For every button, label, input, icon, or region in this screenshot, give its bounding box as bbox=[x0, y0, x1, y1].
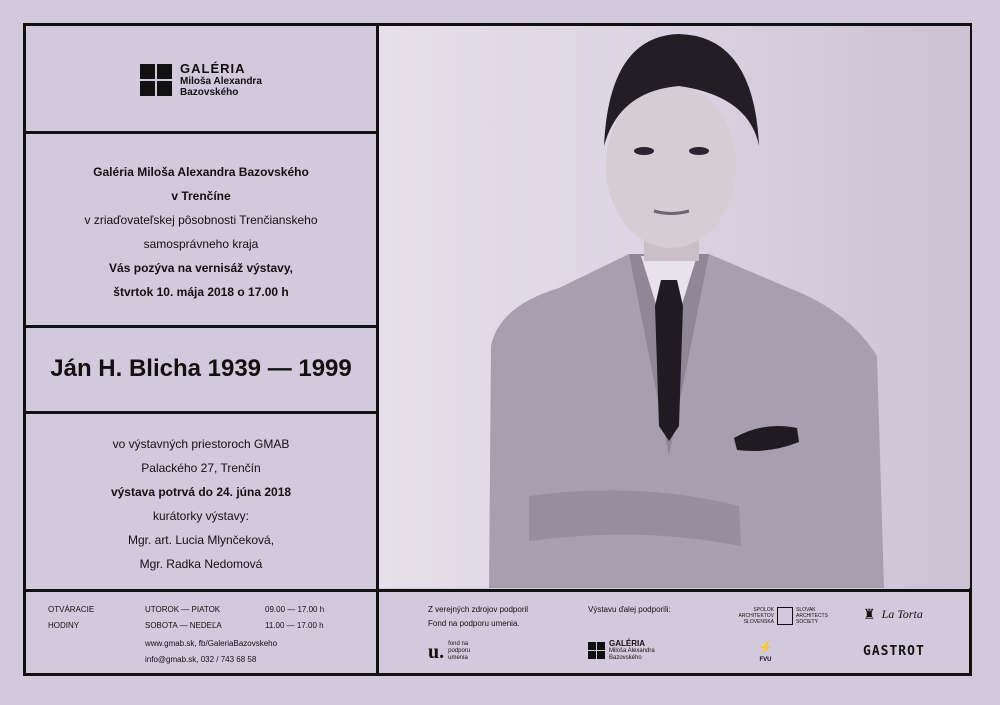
gallery-logo bbox=[140, 62, 262, 98]
fpu-logo-icon: u. bbox=[428, 640, 445, 663]
details-line6: Mgr. Radka Nedomová bbox=[139, 557, 263, 571]
invitation-line4: samosprávneho kraja bbox=[143, 237, 259, 251]
sponsors-panel bbox=[428, 603, 968, 673]
logo-title: GALÉRIA bbox=[180, 61, 246, 76]
gastro-logo: GASTROT bbox=[863, 644, 925, 659]
divider-h3 bbox=[23, 411, 379, 414]
hours-label2: HODINY bbox=[48, 621, 80, 630]
invitation-line3: v zriaďovateľskej pôsobnosti Trenčianskeho bbox=[84, 213, 318, 227]
invitation-line1: Galéria Miloša Alexandra Bazovského bbox=[93, 165, 309, 179]
gmab-logo-icon bbox=[140, 64, 172, 96]
hours-days1: UTOROK — PIATOK bbox=[145, 605, 221, 614]
gmab-small-logo-icon bbox=[588, 642, 605, 659]
logo-line2: Bazovského bbox=[180, 87, 239, 98]
website-link[interactable]: www.gmab.sk, fb/GaleriaBazovskeho bbox=[145, 639, 278, 648]
divider-h2 bbox=[23, 325, 379, 328]
logo-panel bbox=[140, 62, 262, 98]
latorta-icon: ♜ bbox=[863, 606, 876, 622]
portrait-photo bbox=[379, 26, 970, 588]
details-line1: vo výstavných priestoroch GMAB bbox=[112, 437, 290, 451]
public-funding-line2: Fond na podporu umenia. bbox=[428, 619, 520, 628]
invitation-line6: štvrtok 10. mája 2018 o 17.00 h bbox=[113, 285, 289, 299]
architects-text-en: SLOVAK ARCHITECTS SOCIETY bbox=[796, 607, 828, 625]
details-line3: výstava potrvá do 24. júna 2018 bbox=[110, 485, 292, 499]
details-line4: kurátorky výstavy: bbox=[152, 509, 250, 523]
latorta-logo bbox=[863, 607, 923, 621]
public-funding-line1: Z verejných zdrojov podporil bbox=[428, 605, 529, 614]
architects-text-sk: SPOLOK ARCHITEKTOV SLOVENSKA bbox=[738, 607, 774, 625]
gmab-small-sub: Miloša Alexandra Bazovského bbox=[609, 648, 655, 661]
hours-label1: OTVÁRACIE bbox=[48, 605, 95, 614]
divider-bottom bbox=[23, 589, 972, 592]
hours-days2: SOBOTA — NEDEĽA bbox=[145, 621, 222, 630]
logo-line1: Miloša Alexandra bbox=[180, 76, 262, 87]
invitation-panel bbox=[26, 160, 376, 304]
details-panel bbox=[26, 432, 376, 576]
exhibition-title: Ján H. Blicha 1939 — 1999 bbox=[50, 355, 352, 382]
also-supported: Výstavu ďalej podporili: bbox=[588, 605, 671, 614]
gmab-small-logo bbox=[588, 639, 679, 662]
contact-info[interactable]: info@gmab.sk, 032 / 743 68 58 bbox=[145, 655, 257, 664]
hours-time2: 11.00 — 17.00 h bbox=[265, 621, 324, 630]
fvu-icon: ⚡ bbox=[758, 640, 773, 654]
invitation-line2: v Trenčíne bbox=[171, 189, 231, 203]
portrait-illustration bbox=[379, 26, 970, 588]
fpu-logo-text: fond na podporu umenia bbox=[448, 641, 471, 661]
fvu-text: FVU bbox=[759, 657, 772, 663]
fvu-logo bbox=[758, 641, 773, 667]
gmab-small-title: GALÉRIA bbox=[609, 639, 645, 648]
hours-time1: 09.00 — 17.00 h bbox=[265, 605, 325, 614]
invitation-line5: Vás pozýva na vernisáž výstavy, bbox=[109, 261, 293, 275]
title-panel bbox=[26, 355, 376, 383]
fpu-logo bbox=[428, 641, 486, 662]
divider-h1 bbox=[23, 131, 379, 134]
divider-bottom-vertical bbox=[376, 589, 379, 676]
latorta-text: La Torta bbox=[881, 607, 923, 621]
details-line5: Mgr. art. Lucia Mlynčeková, bbox=[127, 533, 275, 547]
architects-icon bbox=[777, 607, 793, 625]
architects-logo bbox=[728, 607, 842, 625]
details-line2: Palackého 27, Trenčín bbox=[141, 461, 261, 475]
